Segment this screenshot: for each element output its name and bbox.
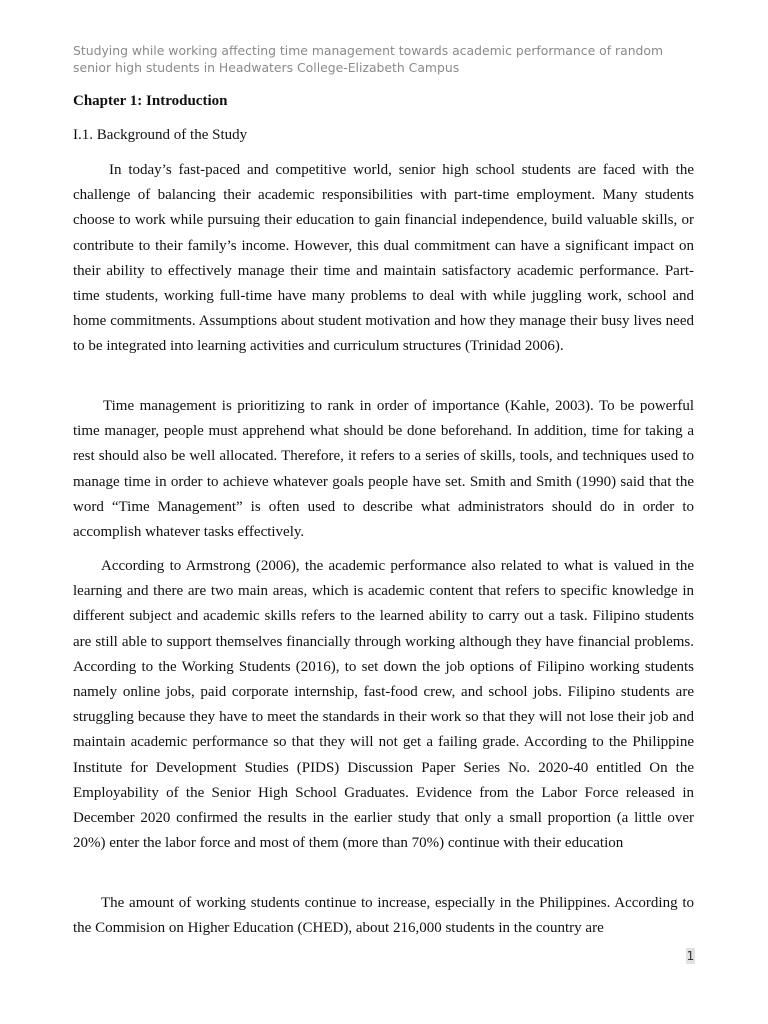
paragraph-3: According to Armstrong (2006), the academic performance also related to what is valued in the learning and there are two main areas, which is academic content that refers to specific knowledge in different subject and academic skills refers to the learned ability to carry out a task. Filipino students are still able to support themselves financially through working although they have financial problems. According to the Working Students (2016), to set down the job options of Filipino working students namely online jobs, paid corporate internship, fast-food crew, and school jobs. Filipino students are struggling because they have to meet the standards in their work so that they will not lose their job and maintain academic performance so that they will not get a failing grade. According to the Philippine Institute for Development Studies (PIDS) Discussion Paper Series No. 2020-40 entitled On the Employability of the Senior High School Graduates. Evidence from the Labor Force released in December 2020 confirmed the results in the earlier study that only a small proportion (a little over 20%) enter the labor force and most of them (more than 70%) continue with their education [73, 558, 694, 852]
paragraph-1: In today’s fast-paced and competitive world, senior high school students are faced with the challenge of balancing their academic responsibilities with part-time employment. Many students choose to work while pursuing their education to gain financial independence, build valuable skills, or contribute to their family’s income. However, this dual commitment can have a significant impact on their ability to effectively manage their time and maintain satisfactory academic performance. Part-time students, working full-time have many problems to deal with while juggling work, school and home commitments. Assumptions about student motivation and how they manage their busy lives need to be integrated into learning activities and curriculum structures (Trinidad 2006). [73, 162, 694, 355]
paragraph-4: The amount of working students continue to increase, especially in the Philippines. According to the Commision on Higher Education (CHED), about 216,000 students in the country are [73, 895, 694, 937]
paragraph-2: Time management is prioritizing to rank in order of importance (Kahle, 2003). To be powerful time manager, people must apprehend what should be done beforehand. In addition, time for taking a rest should also be well allocated. Therefore, it refers to a series of skills, tools, and techniques used to manage time in order to achieve whatever goals people have set. Smith and Smith (1990) said that the word “Time Management” is often used to describe what administrators should do in order to accomplish whatever tasks effectively. [73, 398, 694, 541]
page-number: 1 [686, 949, 695, 963]
section-title: I.1. Background of the Study [73, 127, 248, 143]
chapter-title: Chapter 1: Introduction [73, 93, 228, 109]
running-header: Studying while working affecting time management towards academic performance of random senior high students in Headwaters College-Elizabeth Campus [73, 43, 664, 75]
